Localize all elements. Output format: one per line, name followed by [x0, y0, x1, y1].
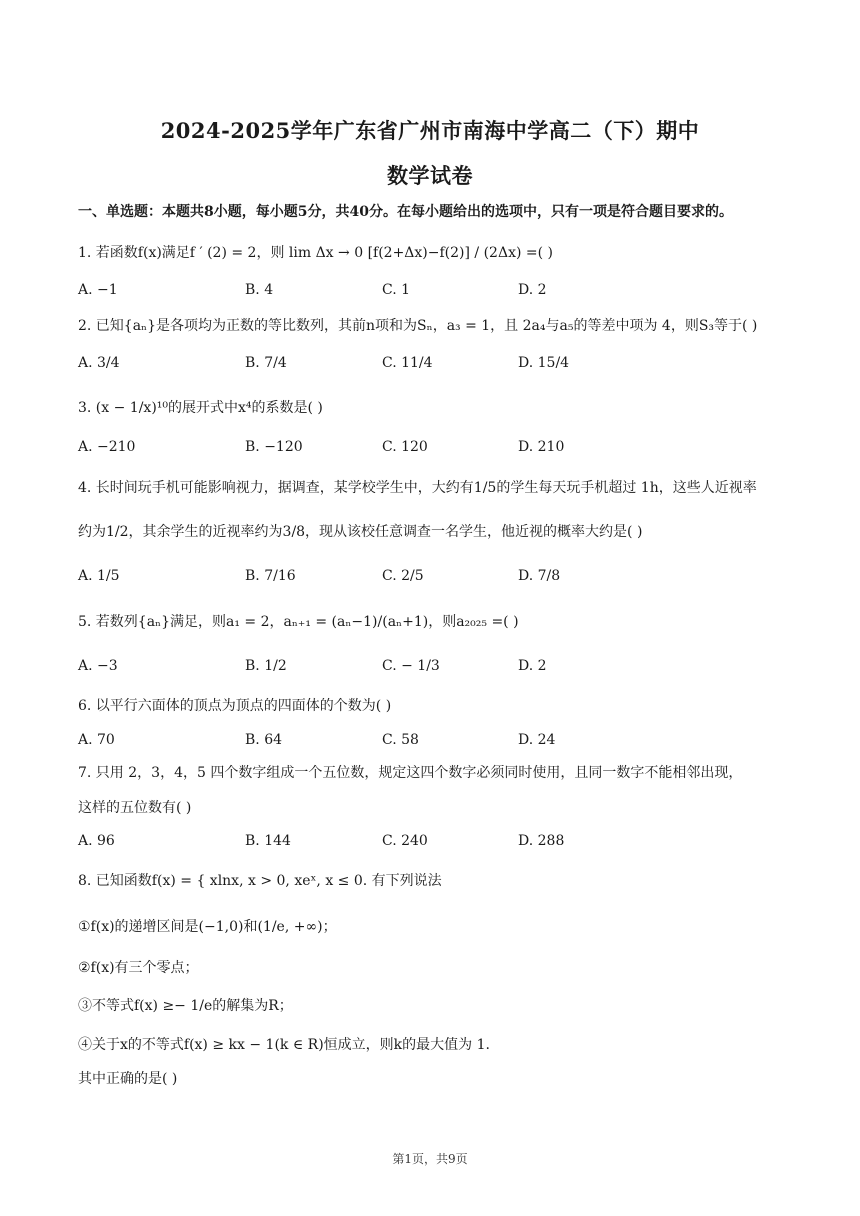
- question-3-options: [78, 439, 718, 461]
- question-2-option-a: A. 3/4: [78, 355, 120, 371]
- question-8-statement-4: ④关于x的不等式f(x) ≥ kx − 1(k ∈ R)恒成立，则k的最大值为 1.: [78, 1037, 490, 1053]
- exam-subtitle: 数学试卷: [387, 163, 473, 188]
- question-1-options: [78, 282, 718, 304]
- question-7-option-c: C. 240: [382, 833, 428, 849]
- question-6-option-d: D. 24: [518, 732, 556, 748]
- question-4-option-c: C. 2/5: [382, 568, 424, 584]
- question-6-option-a: A. 70: [78, 732, 115, 748]
- question-2-options: [78, 355, 718, 377]
- question-1-option-d: D. 2: [518, 282, 547, 298]
- question-6-options: [78, 732, 718, 754]
- question-8-prompt: 其中正确的是( ): [78, 1071, 178, 1087]
- question-4-text-line1: 4. 长时间玩手机可能影响视力，据调查，某学校学生中，大约有1/5的学生每天玩手机超过 1h，这些人近视率: [78, 480, 757, 496]
- question-7-option-b: B. 144: [245, 833, 291, 849]
- question-7-option-d: D. 288: [518, 833, 565, 849]
- question-4-options: [78, 568, 718, 590]
- question-6-option-c: C. 58: [382, 732, 419, 748]
- question-7-options: [78, 833, 718, 855]
- question-2-option-c: C. 11/4: [382, 355, 433, 371]
- question-3-text: 3. (x − 1/x)¹⁰的展开式中x⁴的系数是( ): [78, 400, 323, 416]
- question-5-text: 5. 若数列{aₙ}满足，则a₁ = 2，aₙ₊₁ = (aₙ−1)/(aₙ+1)，则a₂₀₂₅ =( ): [78, 614, 519, 630]
- question-4-option-a: A. 1/5: [78, 568, 120, 584]
- question-8-statement-1: ①f(x)的递增区间是(−1,0)和(1/e, +∞)；: [78, 919, 337, 935]
- question-2-option-d: D. 15/4: [518, 355, 570, 371]
- question-2-option-b: B. 7/4: [245, 355, 287, 371]
- section-heading: 一、单选题：本题共8小题，每小题5分，共40分。在每小题给出的选项中，只有一项是符合题目要求的。: [78, 204, 733, 220]
- question-8-statement-2: ②f(x)有三个零点；: [78, 960, 199, 976]
- question-1-option-c: C. 1: [382, 282, 411, 298]
- question-6-text: 6. 以平行六面体的顶点为顶点的四面体的个数为( ): [78, 698, 392, 714]
- question-5-option-c: C. − 1/3: [382, 658, 440, 674]
- question-2-text: 2. 已知{aₙ}是各项均为正数的等比数列，其前n项和为Sₙ，a₃ = 1，且 2a₄与a₅的等差中项为 4，则S₃等于( ): [78, 318, 758, 334]
- exam-title: 2024-2025学年广东省广州市南海中学高二（下）期中: [160, 118, 700, 143]
- question-5-option-b: B. 1/2: [245, 658, 287, 674]
- question-7-text-line2: 这样的五位数有( ): [78, 800, 192, 816]
- question-7-option-a: A. 96: [78, 833, 115, 849]
- question-5-option-d: D. 2: [518, 658, 547, 674]
- question-3-option-a: A. −210: [78, 439, 136, 455]
- question-1-option-b: B. 4: [245, 282, 274, 298]
- question-3-option-c: C. 120: [382, 439, 428, 455]
- question-5-option-a: A. −3: [78, 658, 118, 674]
- question-4-text-line2: 约为1/2，其余学生的近视率约为3/8，现从该校任意调查一名学生，他近视的概率大约是( ): [78, 524, 643, 540]
- question-8-statement-3: ③不等式f(x) ≥− 1/e的解集为R；: [78, 998, 293, 1014]
- question-3-option-d: D. 210: [518, 439, 565, 455]
- question-6-option-b: B. 64: [245, 732, 283, 748]
- question-3-option-b: B. −120: [245, 439, 303, 455]
- page-footer: 第1页，共9页: [392, 1152, 468, 1166]
- question-4-option-b: B. 7/16: [245, 568, 296, 584]
- question-5-options: [78, 658, 718, 680]
- question-7-text-line1: 7. 只用 2，3，4，5 四个数字组成一个五位数，规定这四个数字必须同时使用，且同一数字不能相邻出现，: [78, 765, 743, 781]
- question-1-option-a: A. −1: [78, 282, 118, 298]
- question-8-text: 8. 已知函数f(x) = { xlnx, x > 0, xeˣ, x ≤ 0. 有下列说法: [78, 873, 442, 889]
- question-1-text: 1. 若函数f(x)满足f ′ (2) = 2，则 lim Δx → 0 [f(2+Δx)−f(2)] / (2Δx) =( ): [78, 245, 553, 261]
- question-4-option-d: D. 7/8: [518, 568, 561, 584]
